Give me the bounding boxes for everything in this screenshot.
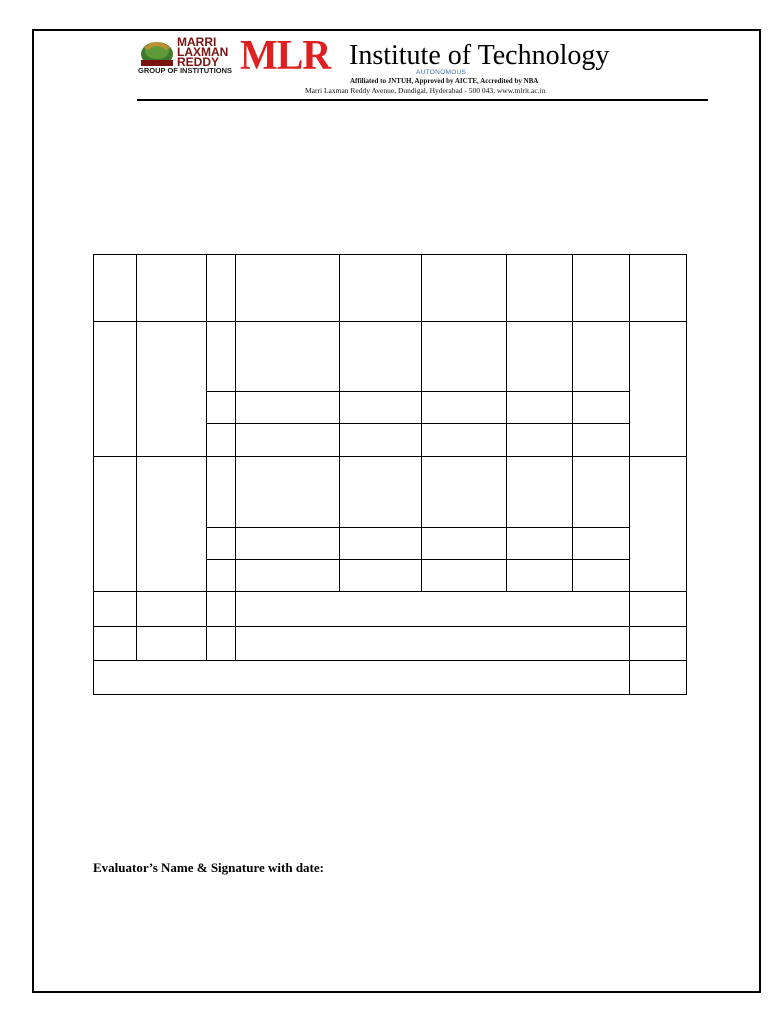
logo-wordmark <box>177 37 239 67</box>
table-subrow-rule <box>206 423 630 424</box>
header-rule <box>137 99 708 101</box>
logo-line-2: LAXMAN <box>177 45 229 59</box>
evaluator-signature-label: Evaluator’s Name & Signature with date: <box>93 860 324 875</box>
logo-tagline: GROUP OF INSTITUTIONS <box>138 66 233 75</box>
affiliation-text: Affiliated to JNTUH, Approved by AICTE, Accredited by NBA <box>350 77 539 85</box>
institute-name: Institute of Technology <box>349 40 610 71</box>
table-border-top <box>93 254 687 255</box>
brand-name: MLR <box>240 33 331 79</box>
table-column-rule <box>506 254 507 592</box>
address-text: Marri Laxman Reddy Avenue, Dundigal, Hyderabad - 500 043, www.mlrit.ac.in <box>305 86 546 95</box>
logo-line-1: MARRI <box>177 35 217 49</box>
table-border-bottom <box>93 694 687 695</box>
table-column-rule <box>421 254 422 592</box>
institution-emblem-icon <box>138 38 176 68</box>
logo-line-3: REDDY <box>177 55 220 69</box>
table-column-rule <box>136 254 137 661</box>
table-subrow-rule <box>206 527 630 528</box>
table-row-rule <box>93 321 687 322</box>
page-border <box>32 29 761 993</box>
table-row-rule <box>93 660 687 661</box>
table-column-rule <box>235 254 236 661</box>
table-column-rule <box>206 254 207 661</box>
table-column-rule <box>339 254 340 592</box>
table-subrow-rule <box>206 559 630 560</box>
table-column-rule <box>572 254 573 592</box>
table-subrow-rule <box>206 391 630 392</box>
table-column-rule <box>629 254 630 695</box>
table-row-rule <box>93 626 687 627</box>
table-row-rule <box>93 456 687 457</box>
autonomous-label: AUTONOMOUS <box>416 69 467 76</box>
table-row-rule <box>93 591 687 592</box>
